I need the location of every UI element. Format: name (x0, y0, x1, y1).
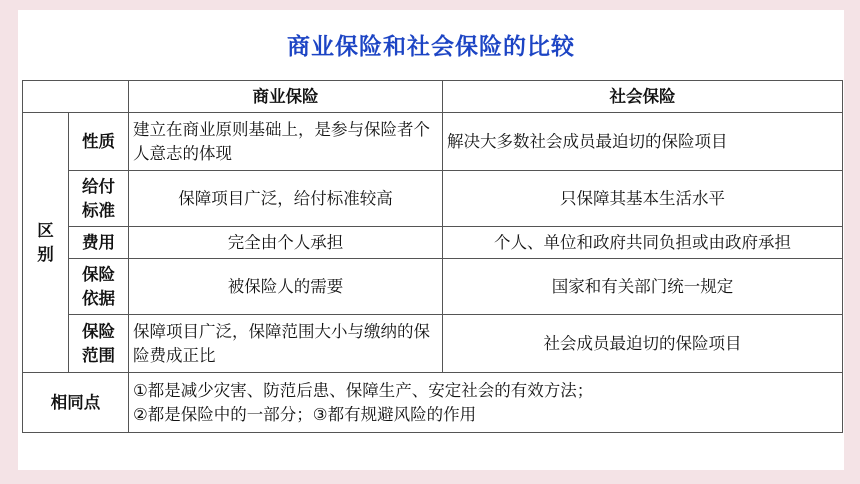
commercial-cell: 建立在商业原则基础上，是参与保险者个人意志的体现 (129, 113, 443, 171)
row-label-text: 保险范围 (82, 321, 115, 365)
slide (18, 10, 844, 470)
similarity-line-2: ②都是保险中的一部分；③都有规避风险的作用 (133, 404, 477, 424)
header-commercial: 商业保险 (129, 81, 443, 113)
social-cell: 只保障其基本生活水平 (443, 171, 843, 227)
row-label (69, 171, 129, 227)
row-label (69, 259, 129, 315)
row-label-text: 给付标准 (82, 176, 115, 220)
similarity-label: 相同点 (23, 373, 129, 433)
table-row (23, 113, 843, 171)
social-cell: 社会成员最迫切的保险项目 (443, 315, 843, 373)
table-row (23, 171, 843, 227)
similarity-row (23, 373, 843, 433)
similarity-line-1: ①都是减少灾害、防范后患、保障生产、安定社会的有效方法； (133, 380, 594, 400)
commercial-cell: 保障项目广泛，保障范围大小与缴纳的保险费成正比 (129, 315, 443, 373)
table-header-row (23, 81, 843, 113)
commercial-cell: 完全由个人承担 (129, 227, 443, 259)
table-row (23, 259, 843, 315)
comparison-table (22, 80, 843, 433)
row-label-text: 保险依据 (82, 264, 115, 308)
table-row (23, 315, 843, 373)
header-social: 社会保险 (443, 81, 843, 113)
page-title: 商业保险和社会保险的比较 (287, 34, 575, 60)
difference-label (23, 113, 69, 373)
row-label: 费用 (69, 227, 129, 259)
header-blank-cell (23, 81, 129, 113)
row-label (69, 315, 129, 373)
social-cell: 个人、单位和政府共同负担或由政府承担 (443, 227, 843, 259)
difference-label-text: 区别 (37, 220, 54, 264)
commercial-cell: 被保险人的需要 (129, 259, 443, 315)
social-cell: 国家和有关部门统一规定 (443, 259, 843, 315)
commercial-cell: 保障项目广泛，给付标准较高 (129, 171, 443, 227)
social-cell: 解决大多数社会成员最迫切的保险项目 (443, 113, 843, 171)
table-row (23, 227, 843, 259)
similarity-content (129, 373, 843, 433)
row-label: 性质 (69, 113, 129, 171)
